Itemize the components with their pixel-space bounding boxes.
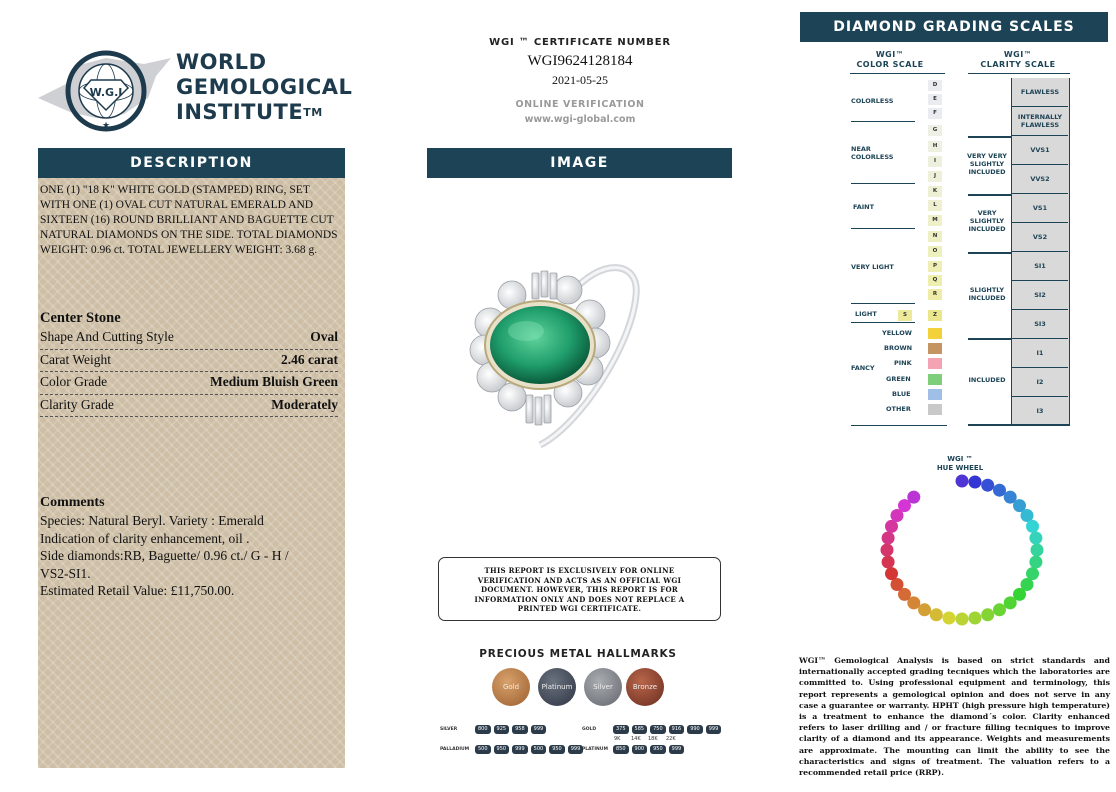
description-text: ONE (1) "18 K" WHITE GOLD (STAMPED) RING, SET WITH ONE (1) OVAL CUT NATURAL EMERALD AND SIXTEEN (16) ROUND BRILLIANT AND BAGUETTE CUT NATURAL DIAMONDS ON THE SIDE. TOTAL DIAMONDS WEIGHT: 0.96 ct. TOTAL JEWELLERY WEIGHT: 3.68 g. [40,184,338,256]
color-group-faint: FAINT [853,203,875,211]
fancy-color-label: PINK [894,359,912,367]
hallmark-value: 990 [687,725,703,734]
hue-wheel-dot [930,608,943,621]
metal-swatches [488,668,673,710]
fancy-color-gem [928,358,942,369]
gold-karat: 9K [614,736,621,742]
metal-silver-swatch: Silver [584,668,622,706]
ring-photo [460,255,650,455]
brand-name [176,50,352,125]
fancy-color-gem [928,328,942,339]
hue-wheel-dot [1029,556,1042,569]
hallmark-value: 916 [669,725,685,734]
hue-wheel-dot [918,603,931,616]
color-grade-gem: R [928,289,942,300]
hue-wheel-dot [1029,532,1042,545]
hallmark-value: 585 [632,725,648,734]
hue-wheel-dot [881,544,894,557]
color-group-light: LIGHT [855,310,877,318]
divider [968,424,1070,426]
fancy-color-gem [928,343,942,354]
brand-line-1: WORLD [176,50,267,74]
hallmark-value: 950 [494,745,510,754]
hue-wheel-dot [956,613,969,626]
gold-karat: 22K [666,736,676,742]
hallmark-value: 850 [613,745,629,754]
gold-karat: 18K [648,736,658,742]
hallmark-value: 999 [568,745,584,754]
hue-wheel-dot [882,556,895,569]
color-grade-gem: O [928,246,942,257]
hallmark-row-silver [440,725,546,734]
comment-line: Estimated Retail Value: £11,750.00. [40,583,235,598]
hallmark-value: 999 [531,725,547,734]
row-label: Clarity Grade [40,396,114,412]
analysis-disclaimer: WGI™ Gemological Analysis is based on strict standards and internationally accepted grading tecniques which the laboratories are committed to. Using professional equipment and terminology, this report represents a gemological opinion and does not serve in any case a guarantee or warranty. HPHT (high pressure high temperature) is a treatment to enhance the diamond´s color. Clarity enhanced refers to laser drilling and / or fracture filling tecniques to improve clarity of a diamond and its appearance. Weights and measurements are approximate. The mounting can limit the ability to see the characteristics and signs of treatment. The valuation refers to a recommended retail price (RRP). [799,656,1110,778]
clarity-group-vs: VERY SLIGHTLY INCLUDED [968,209,1006,233]
hallmark-label: PLATINUM [582,747,608,752]
center-stone-table [40,327,338,417]
hue-wheel-dot [969,476,982,489]
fancy-color-label: GREEN [886,375,911,383]
hue-wheel-dot [969,612,982,625]
hallmark-value: 750 [650,725,666,734]
color-grade-gem: Z [928,310,942,321]
comment-line: Indication of clarity enhancement, oil . [40,530,250,546]
hallmark-row-gold [582,725,721,734]
divider [851,425,947,426]
metal-platinum-swatch: Platinum [538,668,576,706]
clarity-grade: FLAWLESS [1012,78,1068,107]
star-icon: ★ [101,120,111,130]
hue-wheel-dot [885,567,898,580]
row-label: Carat Weight [40,351,112,367]
image-header: IMAGE [427,148,732,178]
hue-wheel-dot [993,603,1006,616]
fancy-color-gem [928,374,942,385]
divider [850,73,945,74]
clarity-grade-column [1011,78,1070,424]
hallmark-label: PALLADIUM [440,747,470,752]
divider [968,73,1070,74]
color-grade-gem: L [928,200,942,211]
hallmark-value: 375 [613,725,629,734]
color-grade-gem: F [928,108,942,119]
color-grade-gem: E [928,94,942,105]
report-notice: THIS REPORT IS EXCLUSIVELY FOR ONLINE VERIFICATION AND ACTS AS AN OFFICIAL WGI DOCUMENT. HOWEVER, THIS REPORT IS FOR INFORMATION ONLY AND DOES NOT REPLACE A PRINTED WGI CERTIFICATE. [438,557,721,621]
center-stone-row [40,327,338,350]
hallmark-value: 925 [494,725,510,734]
hue-wheel-dot [882,532,895,545]
comment-line: Side diamonds:RB, Baguette/ 0.96 ct./ G - H / [40,548,289,563]
fancy-color-label: YELLOW [882,329,912,337]
color-scale-title: WGI™ COLOR SCALE [856,50,924,69]
hallmark-value: 999 [512,745,528,754]
clarity-group-included: INCLUDED [968,376,1006,384]
online-verification-url[interactable]: www.wgi-global.com [524,114,636,125]
clarity-grade: VS1 [1012,194,1068,223]
seal-abbrev: W.G.I [89,86,123,99]
comment-line: Species: Natural Beryl. Variety : Emerald [40,513,264,528]
divider [851,303,915,304]
certificate-date: 2021-05-25 [552,73,608,87]
color-grade-gem: H [928,141,942,152]
hallmark-value: 950 [650,745,666,754]
divider [968,252,1011,254]
clarity-grade: SI2 [1012,281,1068,310]
color-grade-gem: K [928,186,942,197]
divider [968,194,1011,196]
hallmark-row-platinum [582,745,684,754]
hallmark-row-palladium [440,745,583,754]
divider [851,183,915,184]
hallmark-label: SILVER [440,727,458,732]
hue-wheel-dot [1004,596,1017,609]
hallmark-value: 999 [706,725,722,734]
hue-wheel-dot [981,479,994,492]
clarity-grade: SI1 [1012,252,1068,281]
gold-karat: 14K [631,736,641,742]
center-stone-title: Center Stone [40,310,121,326]
globe-seal-icon [36,36,176,136]
hue-wheel-dot [956,475,969,488]
color-group-near-colorless: NEAR COLORLESS [851,145,894,161]
brand-line-3: INSTITUTE [176,100,304,124]
fancy-color-label: OTHER [886,405,911,413]
color-grade-gem: S [898,310,912,321]
hallmark-value: 500 [531,745,547,754]
fancy-color-label: BROWN [884,344,913,352]
clarity-grade: VVS1 [1012,136,1068,165]
color-group-colorless: COLORLESS [851,97,894,105]
divider [851,228,915,229]
certificate-label: WGI ™ CERTIFICATE NUMBER [489,37,671,48]
scales-header: DIAMOND GRADING SCALES [800,12,1108,42]
fancy-color-label: BLUE [892,390,911,398]
center-stone-row [40,350,338,373]
color-grade-gem: I [928,156,942,167]
clarity-grade: I2 [1012,368,1068,397]
clarity-grade: VVS2 [1012,165,1068,194]
hallmark-value: 999 [669,745,685,754]
row-value: Oval [310,329,338,344]
row-label: Shape And Cutting Style [40,329,174,344]
hue-wheel-dot [943,612,956,625]
metal-gold-swatch: Gold [492,668,530,706]
color-grade-gem: P [928,261,942,272]
center-stone-row [40,395,338,418]
clarity-grade: VS2 [1012,223,1068,252]
row-value: 2.46 carat [281,351,338,367]
clarity-grade: I1 [1012,339,1068,368]
hue-wheel-graphic [862,470,1062,640]
hallmark-label: GOLD [582,727,597,732]
color-grade-gem: M [928,215,942,226]
clarity-grade: I3 [1036,406,1044,415]
clarity-grade: INTERNALLY FLAWLESS [1012,107,1068,136]
brand-tm: TM [303,106,323,119]
row-label: Color Grade [40,374,108,389]
divider [968,136,1011,138]
color-grade-gem: N [928,231,942,242]
fancy-color-gem [928,389,942,400]
hallmark-value: 958 [512,725,528,734]
hue-wheel-title: WGI ™ HUE WHEEL [936,455,984,472]
hue-wheel-dot [981,608,994,621]
row-value: Moderately [271,396,338,412]
hallmark-value: 800 [475,725,491,734]
hue-wheel-dot [993,484,1006,497]
hallmark-value: 900 [632,745,648,754]
center-stone-row [40,372,338,395]
hallmark-value: 950 [549,745,565,754]
clarity-grade: SI3 [1012,310,1068,339]
online-verification-label: ONLINE VERIFICATION [515,99,645,110]
clarity-group-vvs: VERY VERY SLIGHTLY INCLUDED [967,152,1007,176]
hue-wheel-dot [1026,520,1039,533]
comment-line: VS2-SI1. [40,565,91,581]
clarity-scale-title: WGI™ CLARITY SCALE [980,50,1056,69]
color-group-fancy: FANCY [851,364,875,372]
metal-bronze-swatch: Bronze [626,668,664,706]
comments-text [40,512,340,600]
divider [851,322,915,323]
row-value: Medium Bluish Green [209,374,338,389]
brand-line-2: GEMOLOGICAL [176,75,353,99]
fancy-color-gem [928,404,942,415]
certificate-number: WGI9624128184 [527,53,633,69]
hallmark-value: 500 [475,745,491,754]
divider [851,121,915,122]
color-grade-gem: G [928,125,942,136]
clarity-group-si: SLIGHTLY INCLUDED [968,286,1006,302]
comments-title: Comments [40,495,105,510]
divider [968,338,1011,340]
description-header: DESCRIPTION [38,148,345,178]
color-grade-gem: D [928,80,942,91]
color-grade-gem: J [928,171,942,182]
color-group-very-light: VERY LIGHT [851,263,894,271]
hallmarks-title: PRECIOUS METAL HALLMARKS [479,648,677,660]
hue-wheel-dot [907,491,920,504]
wgi-logo [36,36,356,136]
hue-wheel-dot [1031,544,1044,557]
color-grade-gem: Q [928,275,942,286]
